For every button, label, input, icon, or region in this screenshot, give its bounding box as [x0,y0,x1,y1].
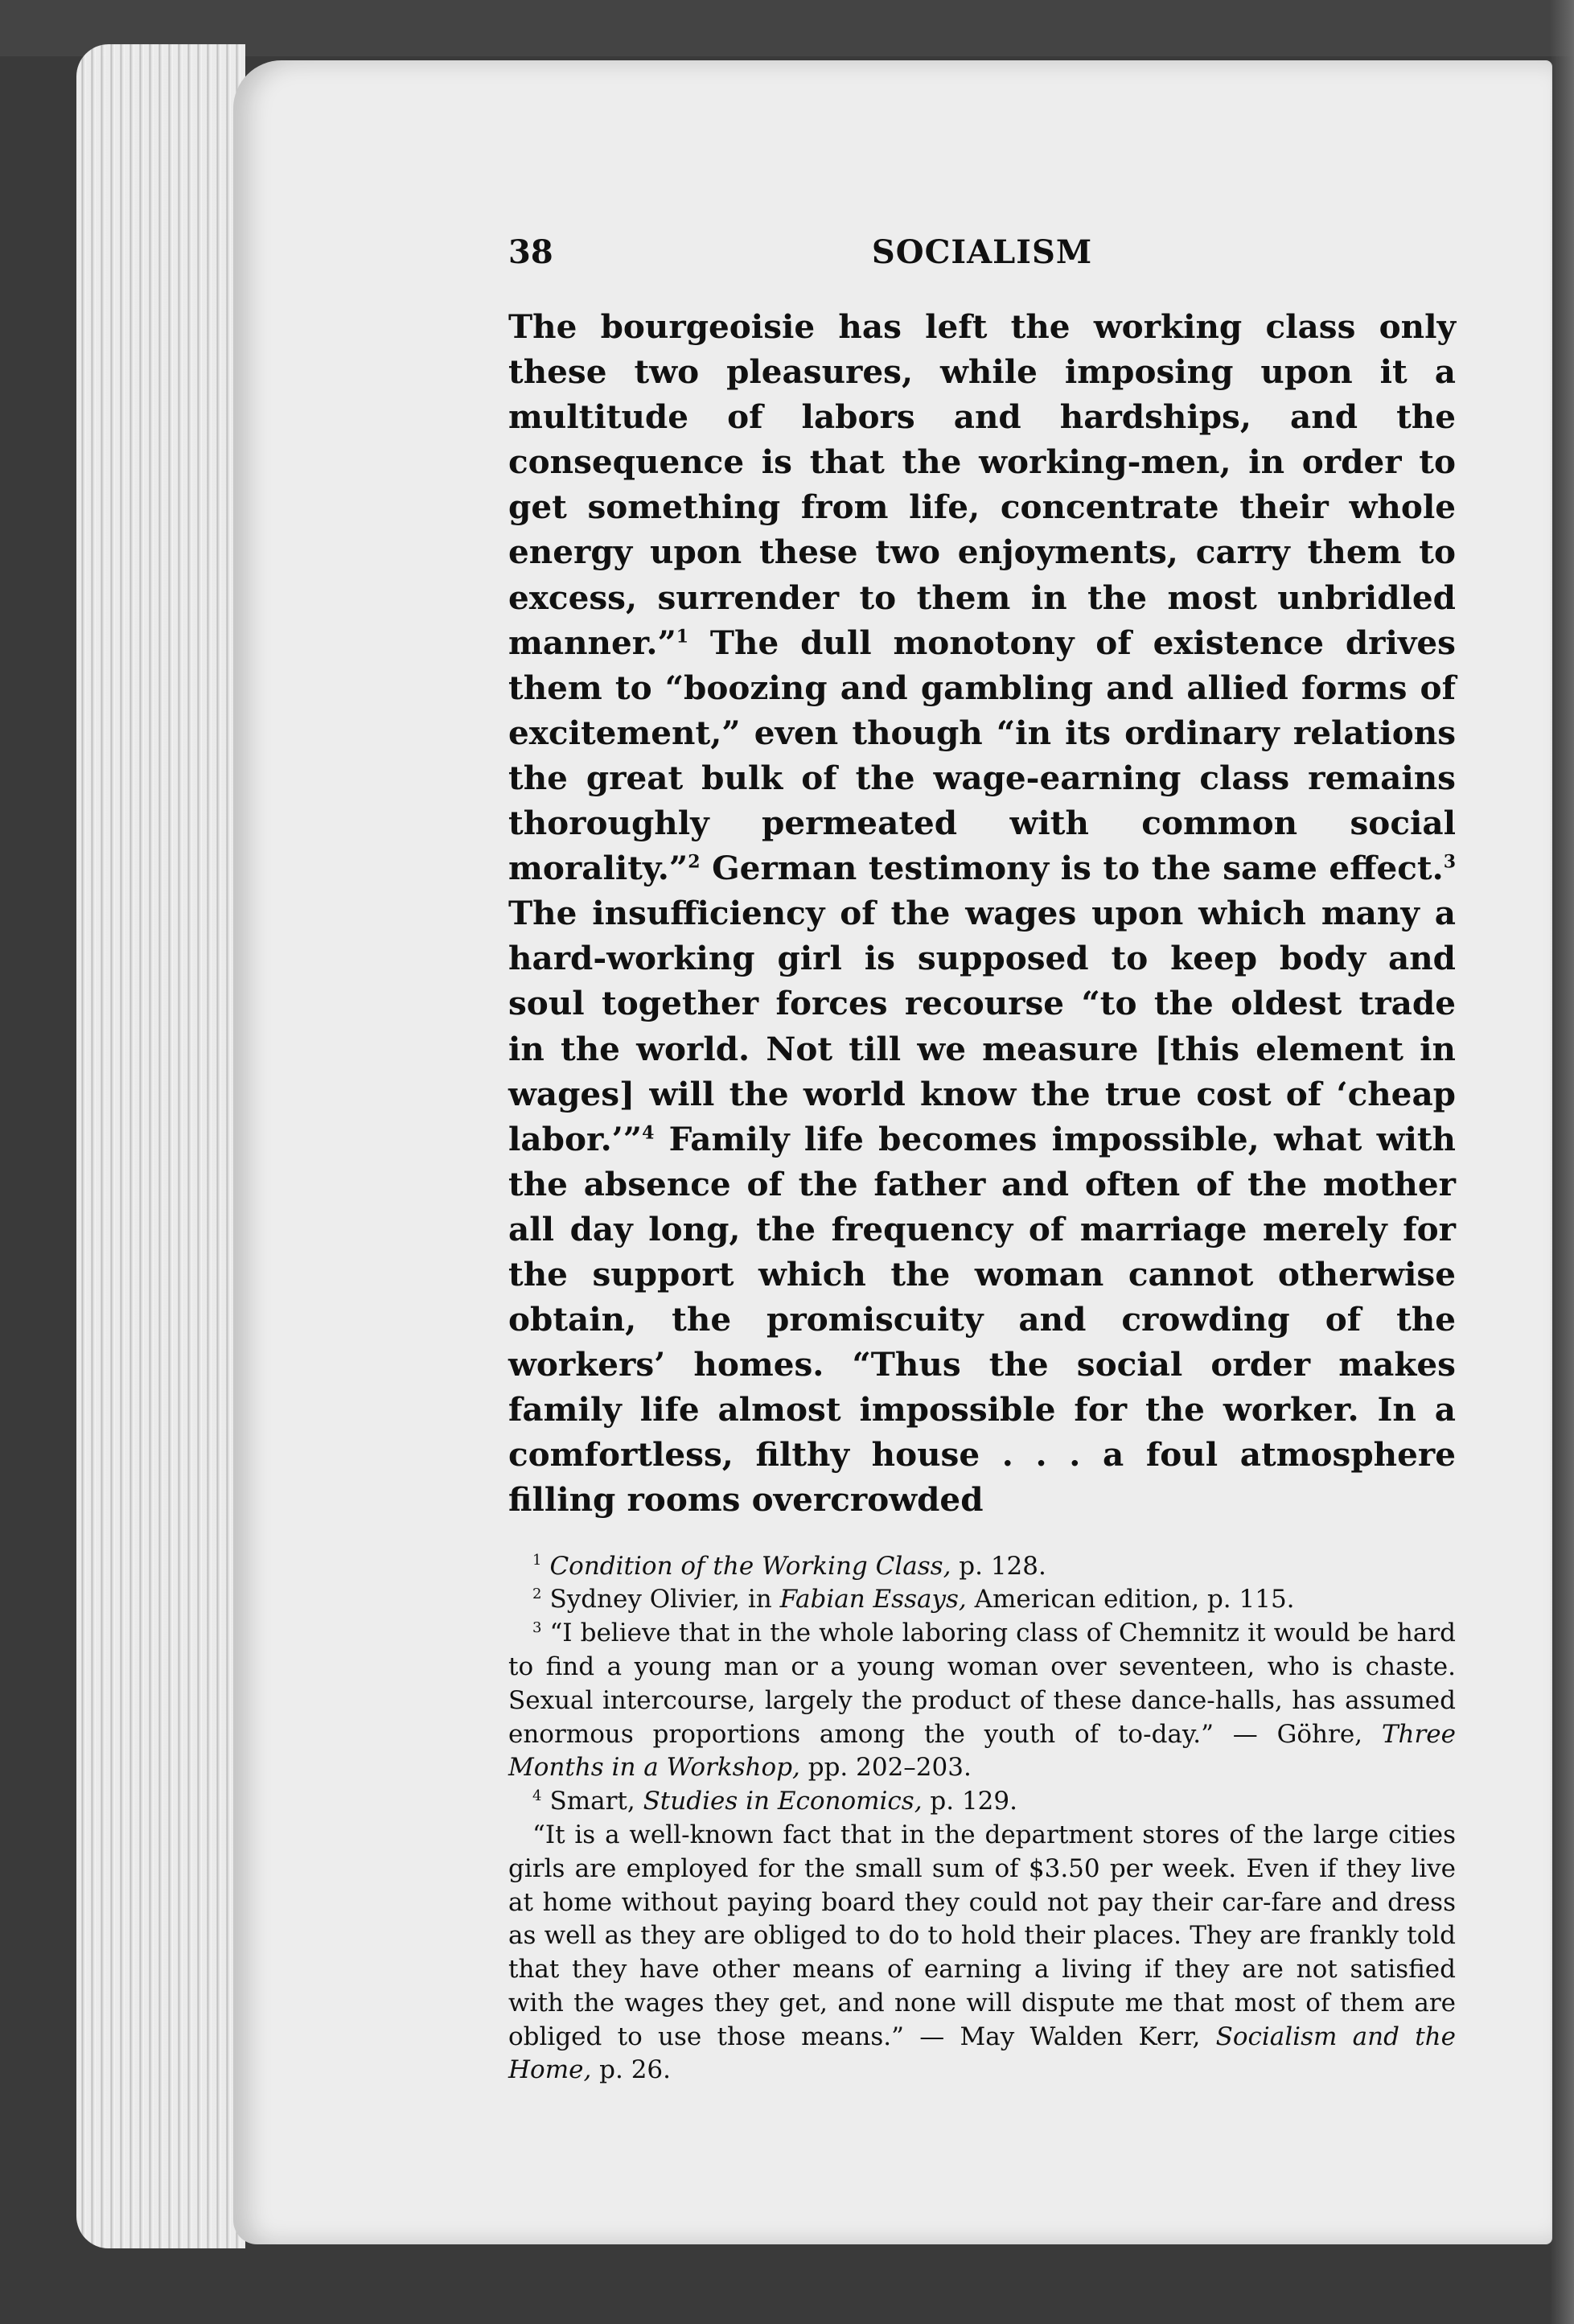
footnote-title: Socialism and the Home, [508,2022,1456,2085]
footnote-text: “It is a well-known fact that in the department stores of the large cities girls are employed for the small sum of $3.50 per week. Even if they live at home without paying board they could not pay their car-fare and dress as well as they are obliged to do to hold their places. They are frankly told that they have other means of earning a living if they are not satisfied with the wages they get, and none will dispute me that most of them are obliged to use those means.” — May Walden Kerr, [508,1820,1456,2051]
footnote-text: p. 129. [922,1787,1017,1816]
body-text-segment: German testimony is to the same effect. [700,849,1444,888]
footnote-text: American edition, p. 115. [966,1585,1295,1614]
scan-edge-shadow [1550,0,1574,2324]
footnote [508,1819,1456,2087]
footnote-marker: 1 [532,1552,542,1569]
footnote [508,1617,1456,1785]
footnote-text: Sydney Olivier, in [549,1585,780,1614]
footnote-text: Smart, [549,1787,643,1816]
body-text-segment: Family life becomes impossible, what with the absence of the father and often of the mother all day long, the frequency of marriage merely for the support which the woman cannot otherwise obtain, the promiscuity and crowding of the workers’ homes. “Thus the social order makes family life almost impossible for the worker. In a comfortless, filthy house . . . a foul atmosphere filling rooms overcrowded [508,1119,1456,1520]
footnote-text: p. 128. [951,1551,1046,1581]
running-head-title: SOCIALISM [871,233,1093,271]
footnotes [508,1550,1456,2088]
footnote-text: p. 26. [591,2055,672,2085]
footnote-text: “I believe that in the whole laboring class of Chemnitz it would be hard to find a young man or a young woman over seventeen, who is chaste. Sexual intercourse, largely the product of these dance-halls, has assumed enormous proportions among the youth of to-day.” — Göhre, [508,1619,1456,1749]
footnote [508,1785,1456,1819]
footnote-marker: 3 [532,1619,542,1636]
footnote-ref: 4 [642,1122,655,1144]
footnote [508,1583,1456,1617]
footnote [508,1550,1456,1584]
footnote-title: Studies in Economics, [643,1787,923,1816]
body-text-segment: The dull monotony of existence drives them to “boozing and gambling and allied forms of excitement,” even though “in its ordinary relations the great bulk of the wage-earning class remains thoroughly permeated with common social morality.” [508,623,1456,888]
footnote-title: Fabian Essays, [779,1585,967,1614]
footnote-marker: 4 [532,1787,542,1804]
page-text-block [508,233,1456,2087]
footnote-ref: 3 [1443,851,1456,873]
footnote-title: Three Months in a Workshop, [508,1719,1456,1783]
body-text-segment: The bourgeoisie has left the working class only these two pleasures, while imposing upon it a multitude of labors and hardships, and the consequence is that the working-men, in order to get something from life, concentrate their whole energy upon these two enjoyments, carry them to excess, surrender to them in the most unbridled manner.” [508,307,1456,662]
footnote-text: pp. 202–203. [799,1753,972,1783]
running-head [508,233,1456,282]
footnote-title: Condition of the Working Class, [549,1551,951,1581]
page-number: 38 [508,233,553,271]
body-text-segment: The insufficiency of the wages upon which many a hard-working girl is supposed to keep body and soul together forces recourse “to the oldest trade in the world. Not till we measure [this element in wages] will the world know the true cost of ‘cheap labor.’” [508,894,1456,1158]
body-paragraph [508,304,1456,1523]
book-page-edges [76,44,245,2248]
footnote-ref: 1 [676,626,689,648]
footnote-marker: 2 [532,1586,542,1602]
footnote-ref: 2 [688,851,701,873]
